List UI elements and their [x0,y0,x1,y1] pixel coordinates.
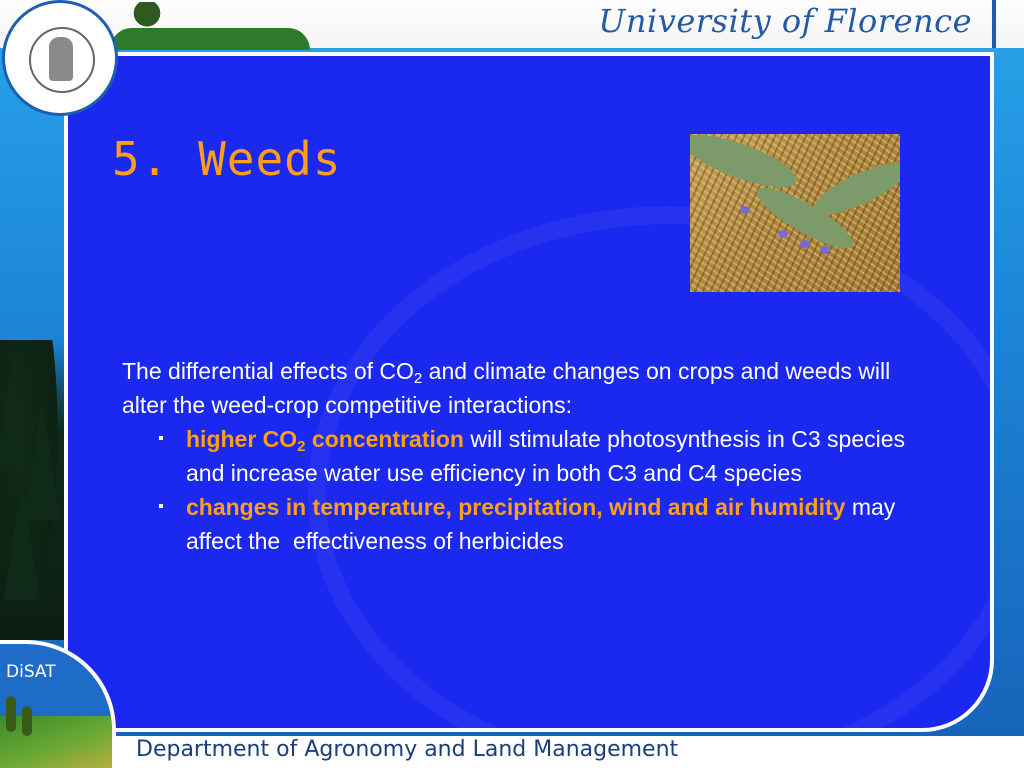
photo-flower [820,246,830,254]
bullet-highlight [186,426,464,455]
intro-paragraph [122,354,922,422]
bullet-list [122,422,922,558]
institution-name: University of Florence [598,2,972,40]
highlight-text: higher CO [186,426,298,452]
highlight-text-continued: concentration [305,426,464,452]
highlight-subscript: 2 [297,438,306,455]
weed-plant-photo [690,134,900,292]
list-item [122,490,922,558]
department-name: Department of Agronomy and Land Management [136,737,679,762]
forest-decoration [0,340,64,640]
header-rail [992,0,996,48]
bullet-highlight: changes in temperature, precipitation, wind and air humidity [186,494,846,520]
bullet-text: will stimulate photosynthesis in C3 species and increase water use efficiency in both C3 and C4 species [186,426,906,486]
university-seal-icon [2,0,118,116]
cypress-tree-icon [6,696,16,732]
slide-title: 5. Weeds [112,132,342,186]
field-icon [0,716,116,768]
disat-label: DiSAT [6,662,56,682]
photo-flower [740,206,750,214]
bullet-text: may affect the effectiveness of herbicides [186,494,902,554]
photo-leaf [808,154,900,223]
list-item [122,422,922,490]
bullet-marker: ▪ [158,498,164,515]
intro-text-continued: and climate changes on crops and weeds will alter the weed-crop competitive interactions: [122,358,891,418]
bullet-marker: ▪ [158,430,164,447]
seal-figure [49,37,73,81]
intro-text: The differential effects of CO [122,358,414,384]
photo-leaf [690,134,802,197]
slide-body [122,354,922,558]
cypress-tree-icon [22,706,32,736]
photo-flower [778,230,788,238]
tree-icon [130,2,164,30]
intro-subscript: 2 [413,370,423,387]
header-band [0,0,1024,48]
pine-tree-icon [4,480,40,600]
header-hill [110,28,310,50]
photo-flower [800,240,810,248]
